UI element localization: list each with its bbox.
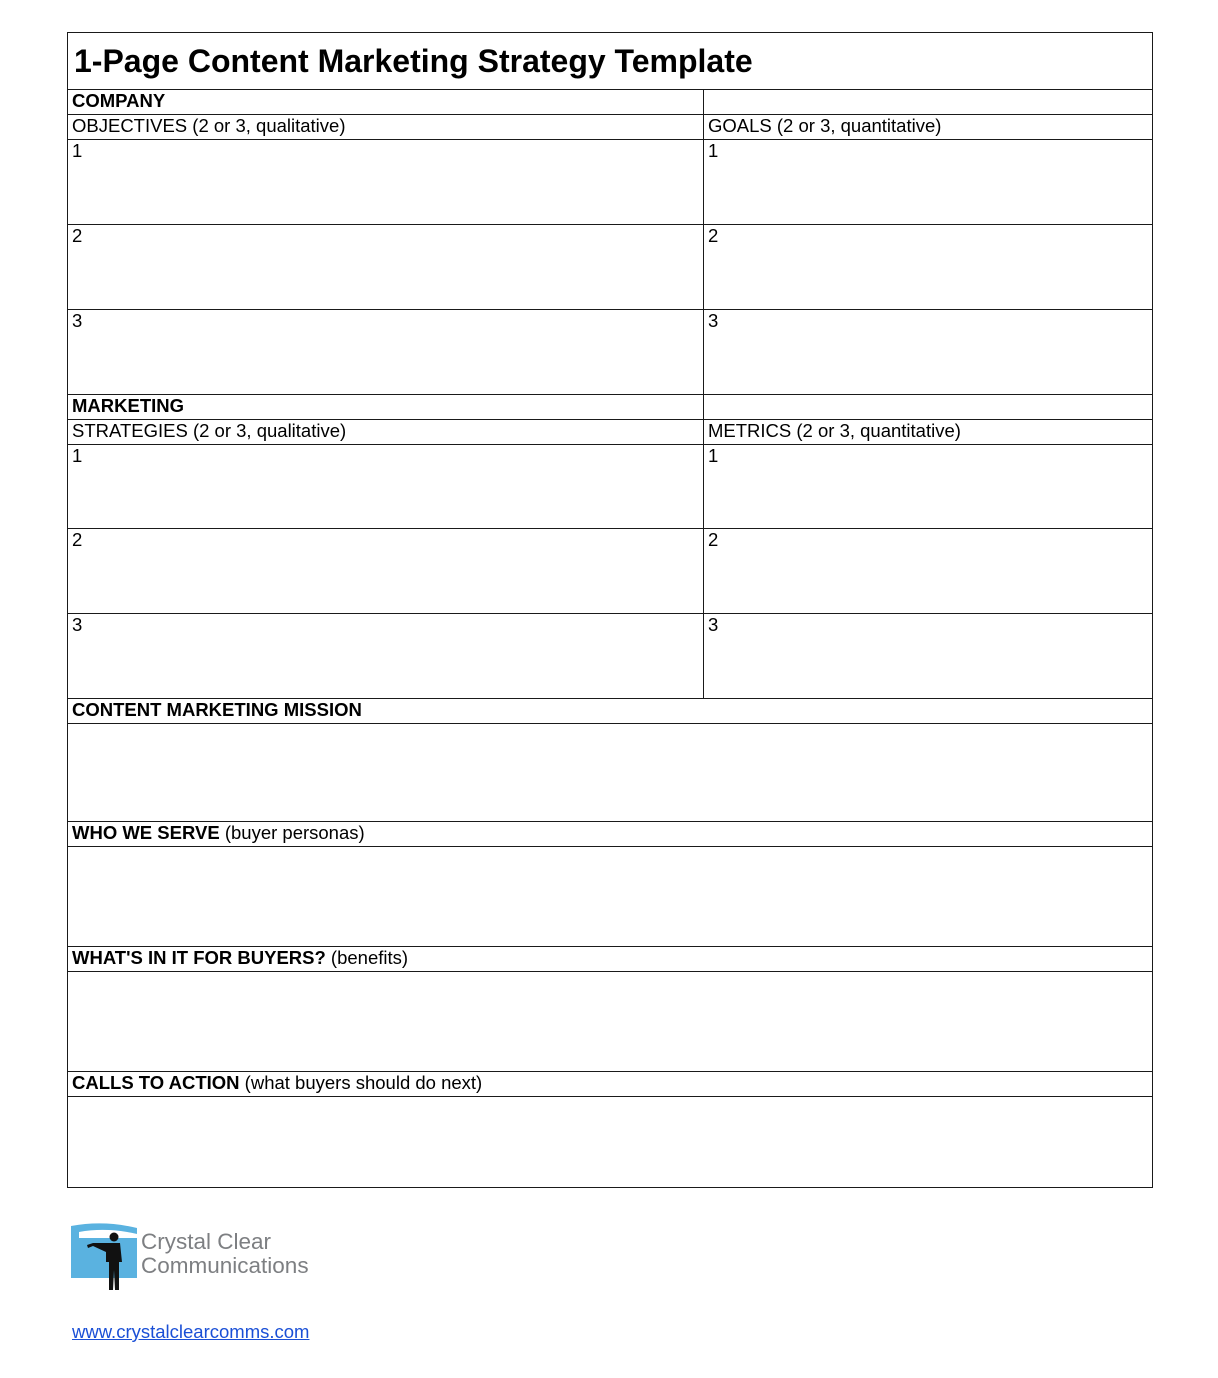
title-row (68, 33, 1152, 90)
objective-1-cell[interactable]: 1 (68, 140, 704, 224)
calls-to-action-note: (what buyers should do next) (239, 1072, 483, 1093)
objective-goal-row-1 (68, 140, 1152, 225)
person-pointing-icon (71, 1222, 137, 1294)
who-we-serve-label (68, 822, 1152, 846)
marketing-header-blank-cell[interactable] (704, 395, 1152, 419)
calls-to-action-entry-row (68, 1097, 1152, 1186)
buyers-heading: WHAT'S IN IT FOR BUYERS? (72, 947, 326, 968)
mission-heading: CONTENT MARKETING MISSION (72, 699, 362, 720)
company-heading: COMPANY (68, 90, 704, 114)
strategy-3-cell[interactable]: 3 (68, 614, 704, 698)
buyers-entry-cell[interactable] (68, 972, 1152, 1071)
objective-3-cell[interactable]: 3 (68, 310, 704, 394)
goal-3-cell[interactable]: 3 (708, 310, 719, 331)
website-link[interactable]: www.crystalclearcomms.com (72, 1321, 310, 1342)
objective-goal-row-2 (68, 225, 1152, 310)
page-title: 1-Page Content Marketing Strategy Template (74, 43, 753, 79)
strategy-metric-row-1 (68, 445, 1152, 529)
metrics-label: METRICS (2 or 3, quantitative) (708, 420, 961, 441)
marketing-heading: MARKETING (68, 395, 704, 419)
calls-to-action-heading: CALLS TO ACTION (72, 1072, 240, 1093)
metric-3-cell[interactable]: 3 (708, 614, 719, 635)
mission-entry-cell[interactable] (68, 724, 1152, 821)
marketing-header-row (68, 395, 1152, 420)
metric-2-cell[interactable]: 2 (708, 529, 719, 550)
buyers-header-row (68, 947, 1152, 972)
who-we-serve-header-row (68, 822, 1152, 847)
calls-to-action-entry-cell[interactable] (68, 1097, 1152, 1186)
objective-goal-row-3 (68, 310, 1152, 395)
strategy-metric-row-3 (68, 614, 1152, 699)
buyers-label (68, 947, 1152, 971)
who-we-serve-note: (buyer personas) (219, 822, 365, 843)
who-we-serve-entry-cell[interactable] (68, 847, 1152, 946)
buyers-entry-row (68, 972, 1152, 1072)
mission-entry-row (68, 724, 1152, 822)
goals-label: GOALS (2 or 3, quantitative) (708, 115, 942, 136)
company-logo (71, 1222, 331, 1294)
who-we-serve-entry-row (68, 847, 1152, 947)
buyers-note: (benefits) (325, 947, 409, 968)
goal-1-cell[interactable]: 1 (708, 140, 719, 161)
mission-header-row (68, 699, 1152, 724)
objectives-label: OBJECTIVES (2 or 3, qualitative) (68, 115, 704, 139)
strategies-label: STRATEGIES (2 or 3, qualitative) (68, 420, 704, 444)
objectives-goals-label-row (68, 115, 1152, 140)
strategy-1-cell[interactable]: 1 (68, 445, 704, 528)
logo-line-2: Communications (141, 1253, 309, 1278)
logo-wordmark (141, 1230, 309, 1278)
who-we-serve-heading: WHO WE SERVE (72, 822, 220, 843)
strategy-2-cell[interactable]: 2 (68, 529, 704, 613)
company-header-row (68, 90, 1152, 115)
objective-2-cell[interactable]: 2 (68, 225, 704, 309)
metric-1-cell[interactable]: 1 (708, 445, 719, 466)
strategies-metrics-label-row (68, 420, 1152, 445)
logo-line-1: Crystal Clear (141, 1229, 272, 1254)
strategy-template-table (67, 32, 1153, 1188)
calls-to-action-label (68, 1072, 1152, 1096)
strategy-metric-row-2 (68, 529, 1152, 614)
calls-to-action-header-row (68, 1072, 1152, 1097)
goal-2-cell[interactable]: 2 (708, 225, 719, 246)
company-header-blank-cell[interactable] (704, 90, 1152, 114)
